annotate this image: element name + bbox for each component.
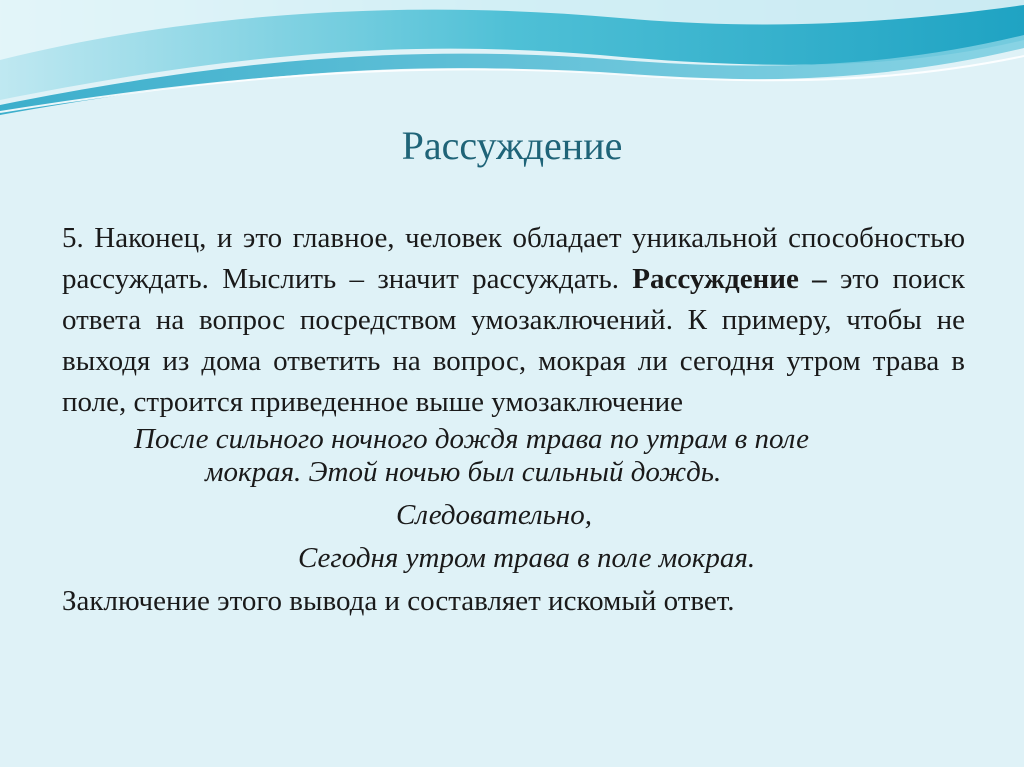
syllogism-conclusion: Сегодня утром трава в поле мокрая.	[298, 542, 756, 574]
syllogism-premise-2: мокрая. Этой ночью был сильный дождь.	[205, 456, 722, 488]
decorative-waves	[0, 0, 1024, 130]
syllogism-premise-1: После сильного ночного дождя трава по утрам в поле	[134, 423, 809, 455]
syllogism-therefore: Следовательно,	[396, 499, 592, 531]
closing-sentence: Заключение этого вывода и составляет искомый ответ.	[62, 585, 735, 617]
paragraph-intro: 5. Наконец, и это главное, человек обладает уникальной способностью рассуждать. Мыслить – значит рассуждать.	[62, 222, 965, 295]
slide-title: Рассуждение	[401, 123, 623, 168]
paragraph-term: Рассуждение –	[632, 263, 827, 295]
paragraph-definition: это поиск ответа на вопрос посредством умозаключений. К примеру, чтобы не выходя из дома ответить на вопрос, мокрая ли сегодня утром трава в поле, строится приведенное выше умозаключение	[62, 263, 965, 418]
main-paragraph	[62, 218, 965, 423]
slide-body	[62, 218, 965, 622]
